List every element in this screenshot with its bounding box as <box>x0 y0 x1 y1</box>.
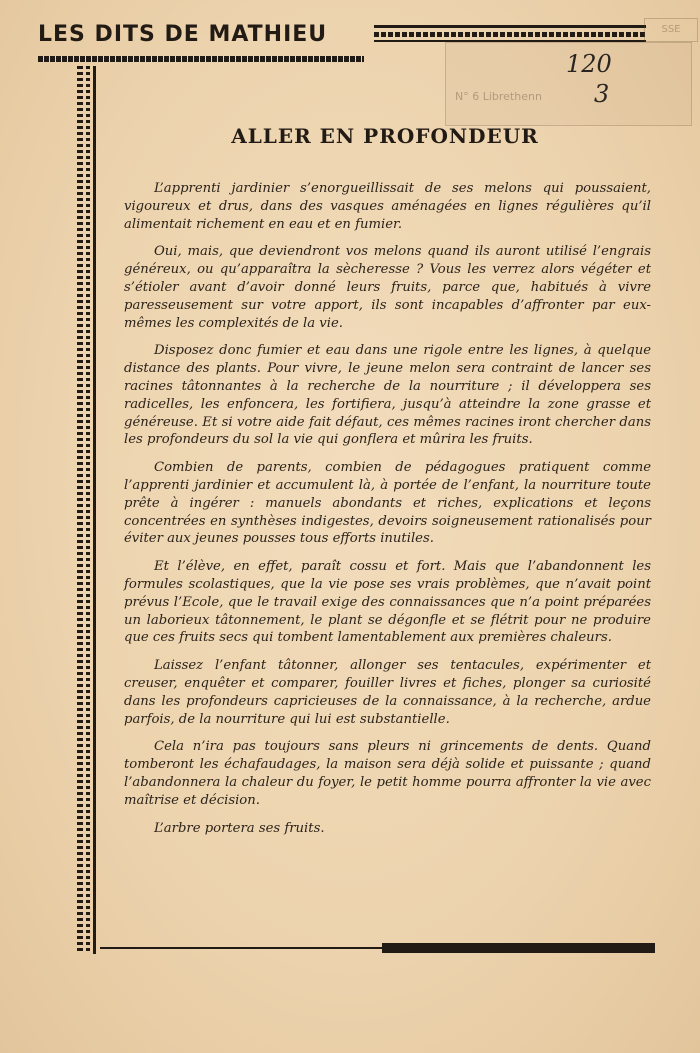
handwritten-page-number: 120 <box>566 50 612 78</box>
paragraph: Laissez l’enfant tâtonner, allonger ses tentacules, expérimenter et creuser, enquêter et comparer, fouiller livres et fiches, plonger sa curiosité dans les profondeurs capricieuses de la connaissance, à la recherche, ardue parfois, de la nourriture qui lui est substantielle. <box>124 658 651 727</box>
left-dotted-border <box>77 66 83 954</box>
bottom-rule-thick <box>382 943 655 953</box>
left-dotted-border-inner <box>86 66 90 954</box>
paragraph: Et l’élève, en effet, paraît cossu et fort. Mais que l’abandonnent les formules scolastiques, que la vie pose ses vrais problèmes, que n’avait point prévus l’Ecole, que le travail exige des connaissances que n’a point préparées un laborieux tâtonnement, le plant se dégonfle et se flétrit pour ne produire que ces fruits secs qui tombent lamentablement aux premières chaleurs. <box>124 559 651 646</box>
left-solid-border <box>93 66 96 954</box>
paragraph: Disposez donc fumier et eau dans une rigole entre les lignes, à quelque distance des plants. Pour vivre, le jeune melon sera contraint de lancer ses racines tâtonnantes à la recherche de la nourriture ; il développera ses radicelles, les enfoncera, les fortifiera, jusqu’à atteindre la zone grasse et généreuse. Et si votre aide fait défaut, ces mêmes racines iront chercher dans les profondeurs du sol la vie qui gonflera et mûrira les fruits. <box>124 343 651 448</box>
stamp-tab: SSE <box>644 18 698 42</box>
article-body <box>124 180 651 847</box>
paragraph: Combien de parents, combien de pédagogues pratiquent comme l’apprenti jardinier et accumulent là, à portée de l’enfant, la nourriture toute prête à ingérer : manuels abondants et riches, explications et leçons concentrées en synthèses indigestes, devoirs soigneusement rationalisés pour éviter aux jeunes pousses tous efforts inutiles. <box>124 460 651 547</box>
header-title: LES DITS DE MATHIEU <box>38 22 328 47</box>
handwritten-sub-number: 3 <box>594 80 610 108</box>
header-decorative-rule <box>374 25 646 38</box>
paragraph: Cela n’ira pas toujours sans pleurs ni grincements de dents. Quand tomberont les échafaudages, la maison sera déjà solide et puissante ; quand l’abandonnera la chaleur du foyer, le petit homme pourra affronter la vie avec maîtrise et décision. <box>124 739 651 808</box>
bottom-rule-thin <box>100 947 382 949</box>
paragraph: Oui, mais, que deviendront vos melons quand ils auront utilisé l’engrais généreux, ou qu’apparaîtra la sècheresse ? Vous les verrez alors végéter et s’étioler avant d’avoir donné leurs fruits, parce que, habitués à vivre paresseusement sur votre apport, ils sont incapables d’affronter par eux-mêmes les complexités de la vie. <box>124 244 651 331</box>
article-title: ALLER EN PROFONDEUR <box>231 124 539 148</box>
stamp-text: N° 6 Librethenn <box>455 90 542 103</box>
paragraph: L’apprenti jardinier s’enorgueillissait de ses melons qui poussaient, vigoureux et drus, dans des vasques aménagées en lignes régulières qu’il alimentait richement en eau et en fumier. <box>124 181 651 232</box>
header-title-underline <box>38 56 364 62</box>
closing-line: L’arbre portera ses fruits. <box>154 820 325 836</box>
